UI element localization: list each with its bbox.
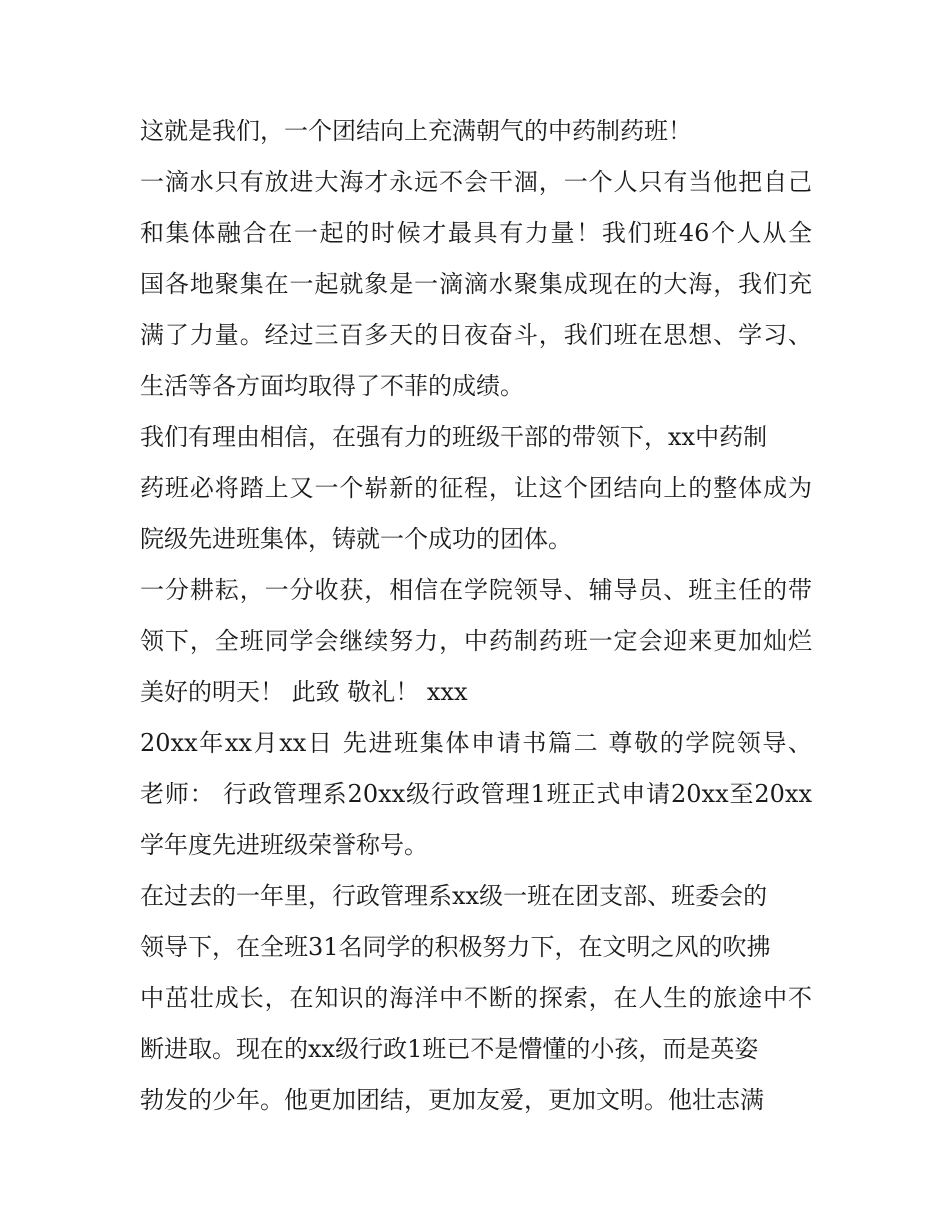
text-line: 满了力量。经过三百多天的日夜奋斗，我们班在思想、学习、 xyxy=(140,321,812,349)
text-line: 国各地聚集在一起就象是一滴滴水聚集成现在的大海，我们充 xyxy=(140,270,812,298)
text-line: 药班必将踏上又一个崭新的征程，让这个团结向上的整体成为 xyxy=(140,474,812,502)
text-line: 这就是我们，一个团结向上充满朝气的中药制药班！ xyxy=(140,117,692,145)
text-line: 一分耕耘，一分收获，相信在学院领导、辅导员、班主任的带 xyxy=(140,576,812,604)
text-line: 生活等各方面均取得了不菲的成绩。 xyxy=(140,372,524,400)
text-line: 院级先进班集体，铸就一个成功的团体。 xyxy=(140,525,572,553)
text-line: 老师： 行政管理系20xx级行政管理1班正式申请20xx至20xx xyxy=(140,780,812,808)
text-line: 中茁壮成长，在知识的海洋中不断的探索，在人生的旅途中不 xyxy=(140,984,812,1012)
text-line: 在过去的一年里，行政管理系xx级一班在团支部、班委会的 xyxy=(140,882,768,910)
document-body xyxy=(140,108,812,1128)
text-line: 20xx年xx月xx日 先进班集体申请书篇二 尊敬的学院领导、 xyxy=(140,729,812,757)
text-line: 美好的明天！ 此致 敬礼！ xxx xyxy=(140,678,468,706)
text-line: 学年度先进班级荣誉称号。 xyxy=(140,831,428,859)
text-line: 一滴水只有放进大海才永远不会干涸，一个人只有当他把自己 xyxy=(140,168,812,196)
text-line: 勃发的少年。他更加团结，更加友爱，更加文明。他壮志满 xyxy=(140,1086,764,1114)
text-line: 和集体融合在一起的时候才最具有力量！我们班46个人从全 xyxy=(140,219,812,247)
text-line: 我们有理由相信，在强有力的班级干部的带领下，xx中药制 xyxy=(140,423,768,451)
text-line: 断进取。现在的xx级行政1班已不是懵懂的小孩，而是英姿 xyxy=(140,1035,759,1063)
text-line: 领导下，在全班31名同学的积极努力下，在文明之风的吹拂 xyxy=(140,933,771,961)
text-line: 领下，全班同学会继续努力，中药制药班一定会迎来更加灿烂 xyxy=(140,627,812,655)
